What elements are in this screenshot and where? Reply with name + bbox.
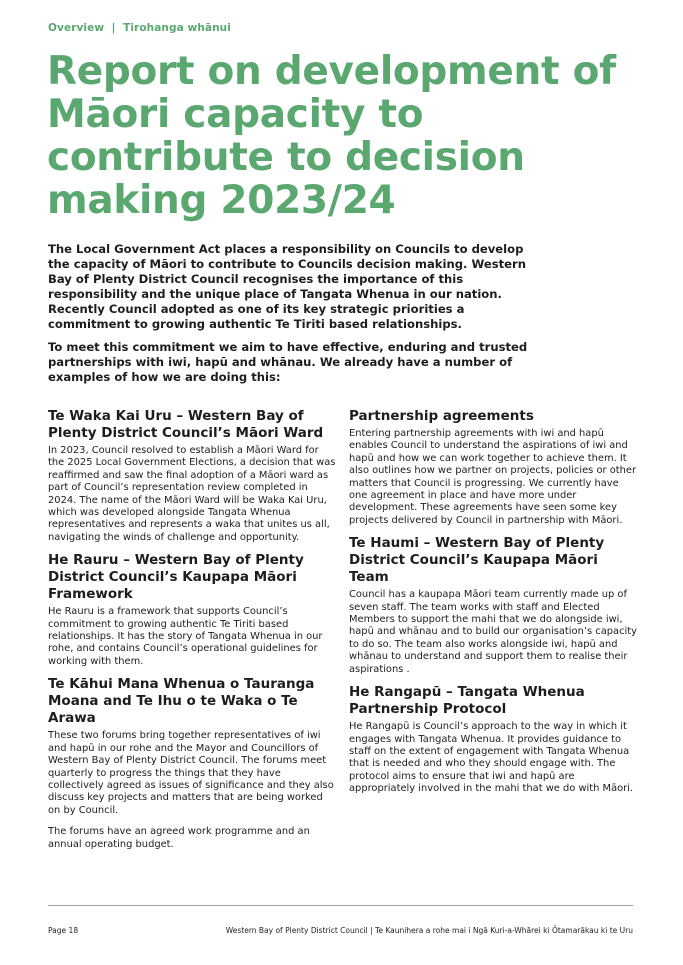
section-te-haumi — [349, 535, 639, 676]
intro-paragraph: The Local Government Act places a responsibility on Councils to develop the capacity of Māori to contribute to Councils decision making. Western Bay of Plenty District Council recognises the importance of this responsibility and the unique place of Tangata Whenua in our nation. Recently Council adopted as one of its key strategic priorities a commitment to growing authentic Te Tiriti based relationships. — [48, 242, 526, 332]
footer-divider — [48, 905, 633, 906]
breadcrumb: Overview | Tirohanga whānui — [48, 22, 231, 34]
section-heading: Partnership agreements — [349, 408, 534, 424]
section-heading: He Rangapū – Tangata Whenua Partnership Protocol — [349, 684, 585, 718]
right-column — [349, 408, 639, 804]
section-paragraph: He Rangapū is Council’s approach to the way in which it engages with Tangata Whenua. It provides guidance to staff on the extent of engagement with Tangata Whenua that is needed and who they should engage with. The protocol aims to ensure that iwi and hapū are appropriately involved in the mahi that we do with Māori. — [349, 721, 634, 795]
section-heading: Te Kāhui Mana Whenua o Tauranga Moana and Te Ihu o te Waka o Te Arawa — [48, 676, 315, 727]
section-he-rangapu — [349, 684, 639, 795]
page-title: Report on development of Māori capacity to contribute to decision making 2023/24 — [47, 49, 616, 223]
section-he-rauru — [48, 552, 338, 668]
section-paragraph: Entering partnership agreements with iwi and hapū enables Council to understand the aspirations of iwi and hapū and how we can work together to achieve them. It also outlines how we partner on projects, policies or other matters that Council is progressing. We currently have one agreement in place and have more under development. These agreements have seen some key projects delivered by Council in partnership with Māori. — [349, 428, 637, 526]
section-heading: Te Haumi – Western Bay of Plenty District Council’s Kaupapa Māori Team — [349, 535, 605, 586]
section-paragraph: In 2023, Council resolved to establish a Māori Ward for the 2025 Local Government Elections, a decision that was reaffirmed and saw the final adoption of a Māori ward as part of Council’s representation review completed in 2024. The name of the Māori Ward will be Waka Kai Uru, which was developed alongside Tangata Whenua representatives and represents a waka that unites us all, navigating the winds of challenge and opportunity. — [48, 445, 336, 543]
section-te-kahui-mana-whenua — [48, 676, 338, 851]
intro-paragraph: To meet this commitment we aim to have effective, enduring and trusted partnerships with iwi, hapū and whānau. We already have a number of examples of how we are doing this: — [48, 340, 528, 385]
section-paragraph: He Rauru is a framework that supports Council’s commitment to growing authentic Te Tiriti based relationships. It has the story of Tangata Whenua in our rohe, and contains Council’s operational guidelines for working with them. — [48, 606, 323, 667]
section-paragraph: These two forums bring together representatives of iwi and hapū in our rohe and the Mayor and Councillors of Western Bay of Plenty District Council. The forums meet quarterly to progress the things that they have collectively agreed as issues of significance and they also discuss key projects and matters that are being worked on by Council. — [48, 730, 334, 816]
section-te-waka-kai-uru — [48, 408, 338, 544]
section-paragraph: Council has a kaupapa Māori team currently made up of seven staff. The team works with staff and Elected Members to support the mahi that we do alongside iwi, hapū and whānau and to build our organisation’s capacity to do so. The team also works alongside iwi, hapū and whānau to understand and support them to realise their aspirations . — [349, 589, 637, 675]
section-paragraph: The forums have an agreed work programme and an annual operating budget. — [48, 826, 310, 850]
left-column — [48, 408, 338, 859]
page-number: Page 18 — [48, 926, 79, 935]
section-heading: He Rauru – Western Bay of Plenty District Council’s Kaupapa Māori Framework — [48, 552, 304, 603]
section-heading: Te Waka Kai Uru – Western Bay of Plenty District Council’s Māori Ward — [48, 408, 324, 441]
footer-text: Western Bay of Plenty District Council | Te Kaunihera a rohe mai i Ngā Kuri-a-Whārei ki Ōtamarākau ki te Uru — [225, 926, 633, 935]
section-partnership-agreements — [349, 408, 639, 527]
